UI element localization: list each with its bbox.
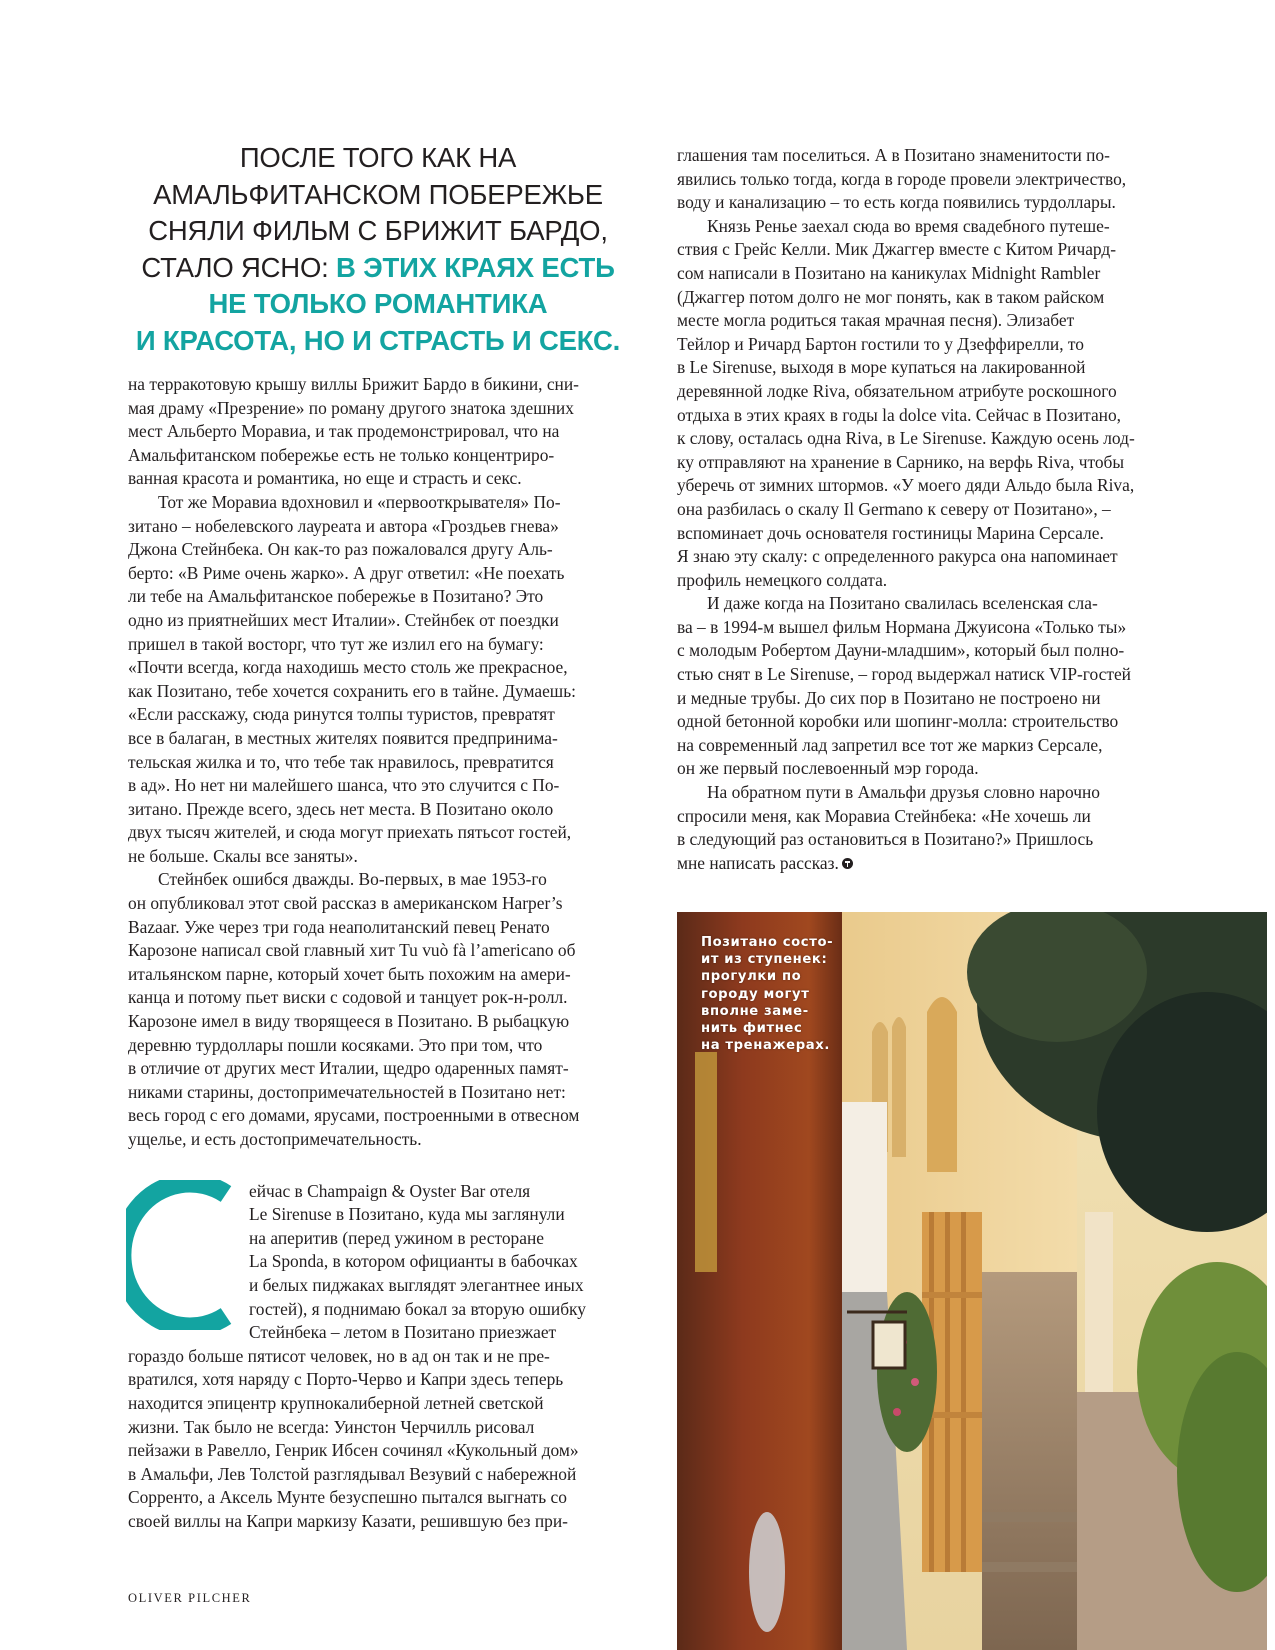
text-line: спросили меня, как Моравиа Стейнбека: «Не хочешь ли [677, 805, 1091, 826]
text-line: явились только тогда, когда в городе провели электричество, [677, 168, 1127, 189]
positano-alley-photo [677, 912, 1267, 1650]
text-line: пришел в такой восторг, что тут же излил его на бумагу: [128, 633, 544, 654]
text-line: в ад». Но нет ни малейшего шанса, что это случится с По- [128, 775, 560, 796]
text-line: ейчас в Champaign & Oyster Bar отеля [249, 1180, 531, 1201]
caption-line: ит из ступенек: [701, 952, 828, 968]
text-line: с молодым Робертом Дауни-младшим», который был полно- [677, 640, 1125, 661]
text-line: он опубликовал этот свой рассказ в американском Harper’s [128, 893, 563, 914]
text-line: Амальфитанском побережье есть не только концентриро- [128, 444, 555, 465]
text-line: итальянском парне, который хочет быть похожим на амери- [128, 963, 571, 984]
text-line: Стейнбек ошибся дважды. Во-первых, в мае 1953-го [158, 869, 547, 890]
text-line: профиль немецкого солдата. [677, 569, 888, 590]
text-line: она разбилась о скалу Il Germano к северу от Позитано», – [677, 498, 1111, 519]
text-line: и белых пиджаках выглядят элегантнее иных [249, 1274, 584, 1295]
text-line: ванная красота и романтика, но еще и страсть и секс. [128, 468, 522, 489]
text-line: не больше. Скалы все заняты». [128, 845, 358, 866]
text-line: никами старины, достопримечательностей в Позитано нет: [128, 1081, 566, 1102]
text-line: и медные трубы. До сих пор в Позитано не построено ни [677, 687, 1101, 708]
dropcap-paragraph [128, 1180, 628, 1534]
article-body-left [128, 373, 628, 1534]
text-line: гостей), я поднимаю бокал за вторую ошибку [249, 1298, 586, 1319]
text-line: на современный лад запретил все тот же маркиз Серсале, [677, 734, 1103, 755]
text-line: он же первый послевоенный мэр города. [677, 758, 979, 779]
text-line: воду и канализацию – то есть когда появились турдоллары. [677, 192, 1116, 213]
left-column [128, 140, 628, 1534]
photo-credit: OLIVER PILCHER [128, 1591, 252, 1605]
dropcap-letter-c [126, 1180, 236, 1330]
text-line: одной бетонной коробки или шопинг-молла: строительство [677, 711, 1119, 732]
text-line: мая драму «Презрение» по роману другого знатока здешних [128, 397, 574, 418]
text-line: отдыха в этих краях в годы la dolce vita. Сейчас в Позитано, [677, 404, 1122, 425]
text-line: «Если расскажу, сюда ринутся толпы туристов, превратят [128, 704, 555, 725]
pullquote-line [128, 250, 628, 287]
paragraph [677, 781, 1182, 875]
text-line: гораздо больше пятисот человек, но в ад он так и не пре- [128, 1345, 550, 1366]
text-line: ва – в 1994-м вышел фильм Нормана Джуисона «Только ты» [677, 616, 1127, 637]
text-line: к слову, осталась одна Riva, в Le Sirenuse. Каждую осень лод- [677, 428, 1135, 449]
text-line: двух тысяч жителей, и сюда могут приехать пятьсот гостей, [128, 822, 572, 843]
text-line: Карозоне имел в виду творящееся в Позитано. В рыбацкую [128, 1011, 570, 1032]
text-line: на терракотовую крышу виллы Брижит Бардо в бикини, сни- [128, 374, 579, 394]
text-line: глашения там поселиться. А в Позитано знаменитости по- [677, 145, 1110, 165]
text-line: деревню турдоллары пошли косяками. Это при том, что [128, 1034, 543, 1055]
text-line: сом написали в Позитано на каникулах Midnight Rambler [677, 262, 1101, 283]
text-line: мне написать рассказ. [677, 852, 1182, 876]
text-line: Тейлор и Ричард Бартон гостили то у Дзеффирелли, то [677, 333, 1084, 354]
text-line: ли тебе на Амальфитанское побережье в Позитано? Это [128, 586, 544, 607]
text-line: все в балаган, в местных жителях появится предпринима- [128, 727, 558, 748]
pull-quote [128, 140, 628, 359]
caption-line: прогулки по [701, 969, 802, 985]
pullquote-line: СНЯЛИ ФИЛЬМ С БРИЖИТ БАРДО, [148, 215, 608, 246]
text-line: деревянной лодке Riva, обязательном атрибуте роскошного [677, 380, 1117, 401]
text-line: Я знаю эту скалу: с определенного ракурса она напоминает [677, 546, 1118, 567]
text-line: вратился, хотя наряду с Порто-Черво и Капри здесь теперь [128, 1369, 564, 1390]
text-line: вспоминает дочь основателя гостиницы Марина Серсале. [677, 522, 1104, 543]
text-line: Тот же Моравиа вдохновил и «первооткрывателя» По- [158, 491, 561, 512]
paragraph [128, 491, 628, 869]
paragraph [128, 868, 628, 1151]
pullquote-line: АМАЛЬФИТАНСКОМ ПОБЕРЕЖЬЕ [153, 178, 603, 210]
paragraph [677, 592, 1182, 781]
text-line: уберечь от зимних штормов. «У моего дяди Альдо была Riva, [677, 475, 1135, 496]
text-line: Стейнбека – летом в Позитано приезжает [249, 1322, 557, 1343]
text-line: Bazaar. Уже через три года неаполитанский певец Ренато [128, 916, 550, 937]
text-line: ущелье, и есть достопримечательность. [128, 1129, 422, 1149]
text-line: весь город с его домами, ярусами, построенными в отвесном [128, 1105, 580, 1126]
text-line: тельская жилка и то, что тебе так нравилось, превратится [128, 751, 554, 772]
photo-caption [701, 934, 833, 1054]
caption-line: городу могут [701, 986, 810, 1002]
text-line: Карозоне написал свой главный хит Tu vuò fà l’americano об [128, 940, 576, 961]
text-line: Джона Стейнбека. Он как-то раз пожаловался другу Аль- [128, 539, 553, 560]
paragraph [677, 144, 1182, 215]
text-line: ку отправляют на хранение в Сарнико, на верфь Riva, чтобы [677, 451, 1125, 472]
text-line: мест Альберто Моравиа, и так продемонстрировал, что на [128, 421, 560, 442]
pullquote-accent-text: В ЭТИХ КРАЯХ ЕСТЬ [336, 251, 615, 283]
text-line: находится эпицентр крупнокалиберной летней светской [128, 1392, 544, 1413]
text-line: Князь Ренье заехал сюда во время свадебного путеше- [707, 215, 1110, 236]
text-line: Сорренто, а Аксель Мунте безуспешно пытался выгнать со [128, 1487, 567, 1508]
end-of-article-icon [842, 858, 853, 869]
article-body-right [677, 144, 1182, 875]
text-line: И даже когда на Позитано свалилась вселенская сла- [707, 593, 1098, 614]
caption-line: нить фитнес [701, 1021, 803, 1037]
text-line: жизни. Так было не всегда: Уинстон Черчилль рисовал [128, 1416, 535, 1437]
text-line: в следующий раз остановиться в Позитано?» Пришлось [677, 829, 1094, 850]
text-line: в Le Sirenuse, выходя в море купаться на лакированной [677, 357, 1086, 378]
text-line: в отличие от других мест Италии, щедро одаренных памят- [128, 1058, 569, 1079]
text-line: как Позитано, тебе хочется сохранить его в тайне. Думаешь: [128, 680, 576, 701]
text-line: «Почти всегда, когда находишь место столь же прекрасное, [128, 657, 568, 678]
text-line: La Sponda, в котором официанты в бабочках [249, 1251, 578, 1272]
text-line: берто: «В Риме очень жарко». А друг ответил: «Не поехать [128, 562, 565, 583]
pullquote-accent-line: НЕ ТОЛЬКО РОМАНТИКА [208, 288, 548, 319]
text-line: на аперитив (перед ужином в ресторане [249, 1227, 544, 1248]
pullquote-plain-text: СТАЛО ЯСНО: [141, 251, 337, 283]
text-line: в Амальфи, Лев Толстой разглядывал Везувий с набережной [128, 1463, 577, 1484]
caption-line: Позитано состо- [701, 935, 834, 950]
text-line: одно из приятнейших мест Италии». Стейнбек от поездки [128, 609, 559, 630]
text-line: канца и потому пьет виски с содовой и танцует рок-н-ролл. [128, 987, 568, 1008]
paragraph [128, 373, 628, 491]
text-line: пейзажи в Равелло, Генрик Ибсен сочинял «Кукольный дом» [128, 1440, 579, 1461]
text-line: зитано – нобелевского лауреата и автора «Гроздьев гнева» [128, 515, 559, 536]
text-line: Le Sirenuse в Позитано, куда мы заглянули [249, 1204, 565, 1225]
paragraph [677, 215, 1182, 593]
text-line: (Джаггер потом долго не мог понять, как в таком райском [677, 286, 1105, 307]
text-line: месте могла родиться такая мрачная песня). Элизабет [677, 310, 1075, 331]
caption-line: вполне заме- [701, 1003, 809, 1019]
text-line: ствия с Грейс Келли. Мик Джаггер вместе с Китом Ричард- [677, 239, 1117, 260]
text-line: зитано. Прежде всего, здесь нет места. В Позитано около [128, 798, 554, 819]
text-line: стью снят в Le Sirenuse, – город выдержал натиск VIP-гостей [677, 664, 1131, 685]
caption-line: на тренажерах. [701, 1038, 830, 1054]
right-column [677, 144, 1182, 875]
text-line: На обратном пути в Амальфи друзья словно нарочно [707, 782, 1100, 803]
pullquote-accent-line: И КРАСОТА, НО И СТРАСТЬ И СЕКС. [135, 324, 621, 356]
pullquote-line: ПОСЛЕ ТОГО КАК НА [239, 142, 517, 173]
text-line: своей виллы на Капри маркизу Казати, решившую без при- [128, 1510, 568, 1531]
